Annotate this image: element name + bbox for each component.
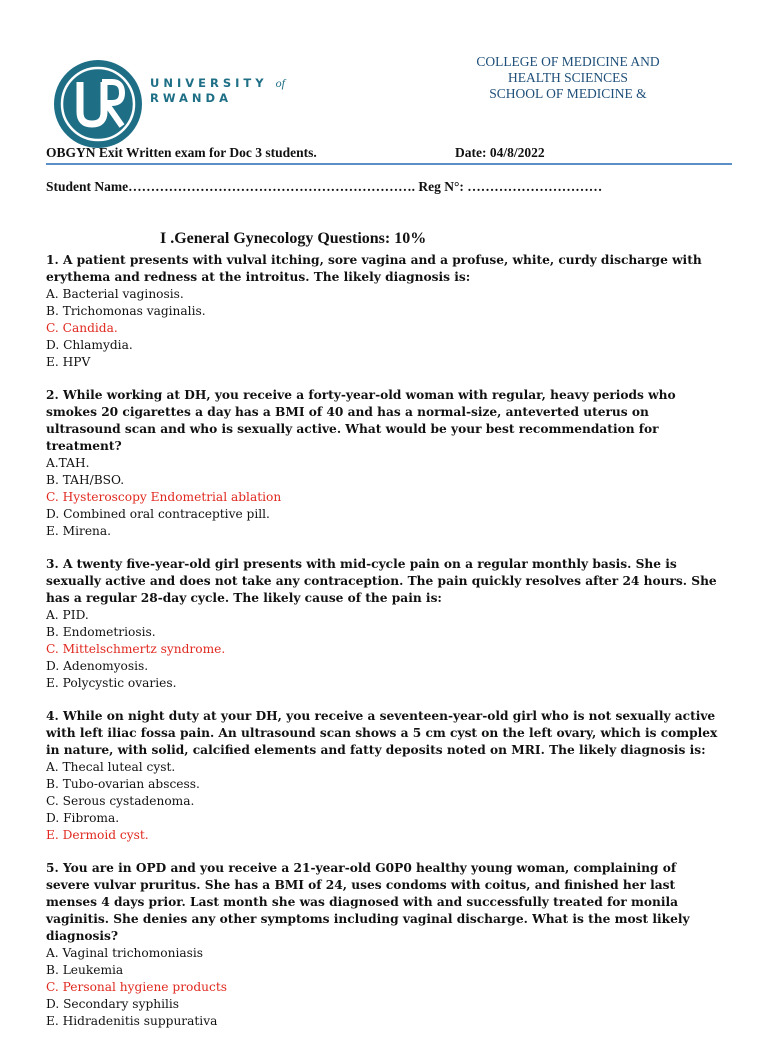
- exam-date: Date: 04/8/2022: [455, 145, 545, 160]
- answer-option: A.TAH.: [46, 456, 90, 470]
- answer-option: B. Trichomonas vaginalis.: [46, 304, 206, 318]
- answer-option: C. Serous cystadenoma.: [46, 794, 195, 808]
- question-block: [46, 387, 722, 540]
- answer-option: E. HPV: [46, 355, 91, 369]
- answer-option: B. Leukemia: [46, 963, 124, 977]
- question-text: 4. While on night duty at your DH, you receive a seventeen-year-old girl who is not sexually active with left iliac fossa pain. An ultrasound scan shows a 5 cm cyst on the left ovary, which is complex in nature, with solid, calcified elements and fatty deposits noted on MRI. The likely diagnosis is:: [46, 709, 718, 757]
- answer-option: D. Chlamydia.: [46, 338, 133, 352]
- answer-option: A. Thecal luteal cyst.: [46, 760, 176, 774]
- university-logo: [52, 58, 144, 150]
- answer-option: E. Polycystic ovaries.: [46, 676, 177, 690]
- question-block: [46, 556, 722, 692]
- college-line: COLLEGE OF MEDICINE AND: [476, 54, 660, 69]
- university-name: [150, 76, 285, 106]
- answer-option-correct: C. Hysteroscopy Endometrial ablation: [46, 490, 282, 504]
- answer-option: D. Fibroma.: [46, 811, 120, 825]
- question-text: 3. A twenty five-year-old girl presents with mid-cycle pain on a regular monthly basis. She is sexually active and does not take any contraception. The pain quickly resolves after 24 hours. She has a regular 28-day cycle. The likely cause of the pain is:: [46, 557, 717, 605]
- answer-option: D. Combined oral contraceptive pill.: [46, 507, 270, 521]
- answer-option-correct: C. Personal hygiene products: [46, 980, 227, 994]
- answer-option: A. Vaginal trichomoniasis: [46, 946, 204, 960]
- university-line1: UNIVERSITY: [150, 76, 268, 90]
- question-block: [46, 708, 722, 844]
- questions-list: [46, 252, 722, 1046]
- answer-option-correct: E. Dermoid cyst.: [46, 828, 149, 842]
- university-of: of: [275, 76, 285, 90]
- college-title: [420, 54, 716, 102]
- answer-option-correct: C. Mittelschmertz syndrome.: [46, 642, 226, 656]
- answer-option: B. Tubo-ovarian abscess.: [46, 777, 200, 791]
- answer-option: A. Bacterial vaginosis.: [46, 287, 184, 301]
- question-block: [46, 252, 722, 371]
- question-text: 1. A patient presents with vulval itching, sore vagina and a profuse, white, curdy discharge with erythema and redness at the introitus. The likely diagnosis is:: [46, 253, 702, 284]
- answer-option: A. PID.: [46, 608, 89, 622]
- answer-option: B. Endometriosis.: [46, 625, 156, 639]
- answer-option-correct: C. Candida.: [46, 321, 118, 335]
- exam-title: OBGYN Exit Written exam for Doc 3 students.: [46, 145, 317, 160]
- college-line: HEALTH SCIENCES: [508, 70, 628, 85]
- question-block: [46, 860, 722, 1030]
- university-line2: RWANDA: [150, 91, 232, 105]
- question-text: 5. You are in OPD and you receive a 21-year-old G0P0 healthy young woman, complaining of severe vulvar pruritus. She has a BMI of 24, uses condoms with coitus, and finished her last menses 4 days prior. Last month she was diagnosed with and successfully treated for monila vaginitis. She denies any other symptoms including vaginal discharge. What is the most likely diagnosis?: [46, 861, 690, 943]
- header-divider: [46, 163, 732, 165]
- answer-option: D. Adenomyosis.: [46, 659, 149, 673]
- student-name-line: Student Name………………………………………………………. Reg N°: …………………………: [46, 179, 603, 194]
- answer-option: E. Mirena.: [46, 524, 112, 538]
- college-line: SCHOOL OF MEDICINE &: [489, 86, 647, 101]
- question-text: 2. While working at DH, you receive a forty-year-old woman with regular, heavy periods who smokes 20 cigarettes a day has a BMI of 40 and has a normal-size, anteverted uterus on ultrasound scan and who is sexually active. What would be your best recommendation for treatment?: [46, 388, 676, 453]
- answer-option: B. TAH/BSO.: [46, 473, 125, 487]
- section-title: I .General Gynecology Questions: 10%: [160, 230, 427, 247]
- answer-option: E. Hidradenitis suppurativa: [46, 1014, 218, 1028]
- answer-option: D. Secondary syphilis: [46, 997, 180, 1011]
